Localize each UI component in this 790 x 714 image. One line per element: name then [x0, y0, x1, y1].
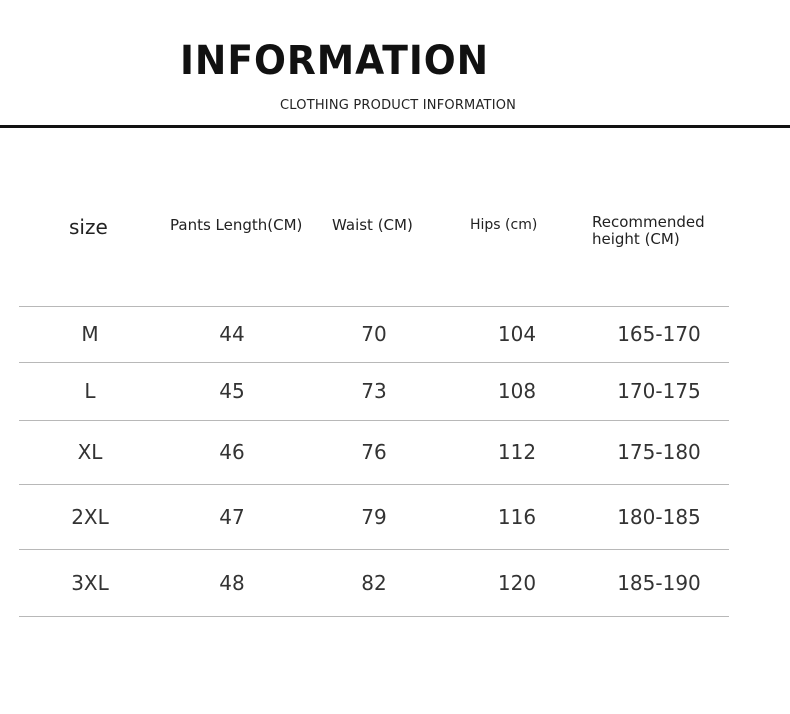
cell-waist: 73 — [361, 379, 387, 403]
table-divider — [19, 362, 729, 363]
header-divider — [0, 125, 790, 128]
cell-size: XL — [77, 440, 103, 464]
table-divider — [19, 616, 729, 617]
cell-hips: 116 — [497, 505, 537, 529]
cell-recommended-height: 170-175 — [617, 379, 701, 403]
cell-pants-length: 47 — [219, 505, 245, 529]
cell-hips: 108 — [497, 379, 537, 403]
table-divider — [19, 420, 729, 421]
cell-size: 3XL — [71, 571, 109, 595]
cell-recommended-height: 175-180 — [617, 440, 701, 464]
cell-size: L — [84, 379, 96, 403]
cell-recommended-height: 165-170 — [617, 322, 701, 346]
cell-recommended-height: 185-190 — [617, 571, 701, 595]
cell-pants-length: 48 — [219, 571, 245, 595]
column-header-hips: Hips (cm) — [470, 217, 538, 233]
column-header-recommended-height: Recommended height (CM) — [592, 213, 705, 248]
column-header-pants-length: Pants Length(CM) — [170, 216, 303, 234]
cell-waist: 70 — [361, 322, 387, 346]
page-subtitle: CLOTHING PRODUCT INFORMATION — [280, 98, 517, 113]
cell-size: M — [81, 322, 99, 346]
cell-size: 2XL — [71, 505, 109, 529]
column-header-waist: Waist (CM) — [332, 216, 413, 234]
cell-pants-length: 45 — [219, 379, 245, 403]
column-header-size: size — [69, 215, 108, 239]
cell-pants-length: 46 — [219, 440, 245, 464]
cell-waist: 76 — [361, 440, 387, 464]
table-divider — [19, 549, 729, 550]
table-divider — [19, 306, 729, 307]
cell-recommended-height: 180-185 — [617, 505, 701, 529]
cell-pants-length: 44 — [219, 322, 245, 346]
cell-waist: 79 — [361, 505, 387, 529]
cell-hips: 120 — [497, 571, 537, 595]
cell-hips: 112 — [497, 440, 537, 464]
table-divider — [19, 484, 729, 485]
cell-hips: 104 — [497, 322, 537, 346]
page-title: INFORMATION — [180, 38, 490, 84]
cell-waist: 82 — [361, 571, 387, 595]
